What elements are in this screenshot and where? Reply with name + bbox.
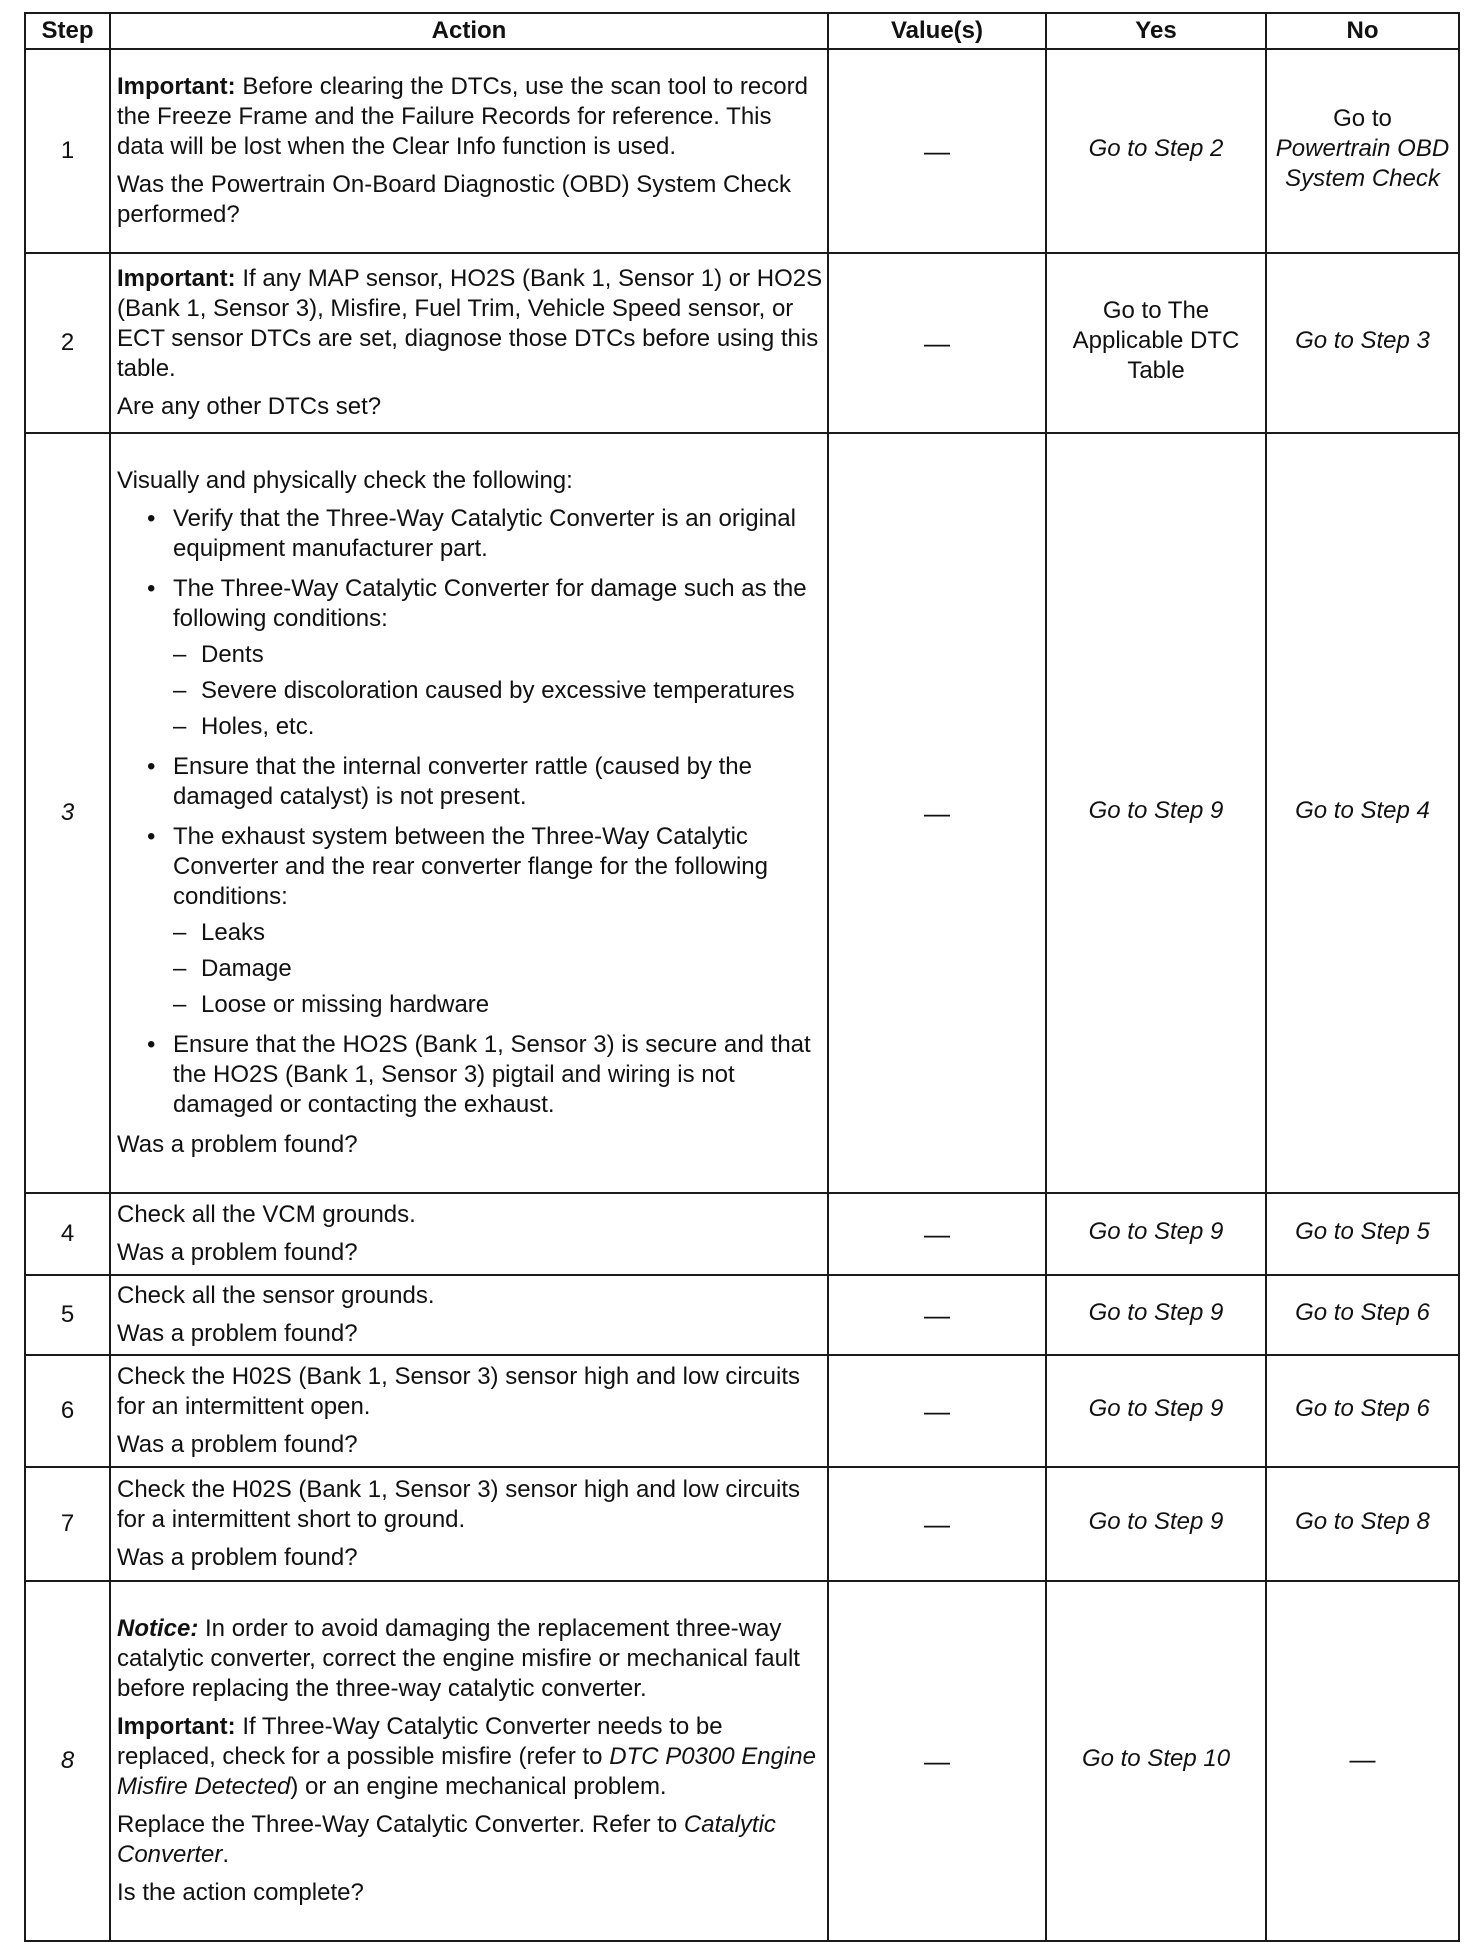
table-row	[25, 1467, 1459, 1581]
no-goto: Go to Step 3	[1295, 327, 1430, 354]
yes-cell	[1046, 433, 1266, 1193]
header-row	[25, 13, 1459, 49]
yes-goto: Go to Step 9	[1088, 1218, 1224, 1245]
instruction-text: Check all the VCM grounds.	[117, 1201, 416, 1228]
value-cell: —	[828, 253, 1046, 433]
yes-cell	[1046, 253, 1266, 433]
question-text: Was the Powertrain On-Board Diagnostic (OBD) System Check performed?	[117, 171, 792, 228]
list-item: • Ensure that the HO2S (Bank 1, Sensor 3) is secure and that the HO2S (Bank 1, Sensor 3) pigtail and wiring is not damaged or contacting the exhaust.	[147, 1030, 823, 1120]
header-values: Value(s)	[828, 13, 1046, 49]
question-text: Was a problem found?	[117, 1239, 358, 1266]
action-cell	[110, 1581, 828, 1941]
no-cell	[1266, 49, 1459, 253]
no-cell	[1266, 1193, 1459, 1275]
no-cell	[1266, 433, 1459, 1193]
question-text: Was a problem found?	[117, 1431, 358, 1458]
instruction-text: Check the H02S (Bank 1, Sensor 3) sensor high and low circuits for an intermittent open.	[117, 1363, 801, 1420]
value-cell: —	[828, 1193, 1046, 1275]
question-text: Was a problem found?	[117, 1320, 358, 1347]
diagnostic-table	[24, 12, 1460, 1942]
table-row	[25, 1355, 1459, 1467]
action-cell	[110, 49, 828, 253]
instruction-text: Check all the sensor grounds.	[117, 1282, 435, 1309]
no-cell	[1266, 1275, 1459, 1355]
yes-goto: Go to Step 10	[1081, 1745, 1231, 1772]
no-goto: Go to Step 5	[1295, 1218, 1430, 1245]
important-note	[117, 72, 823, 162]
check-list	[117, 504, 823, 1120]
question-text: Are any other DTCs set?	[117, 393, 382, 420]
value-cell: —	[828, 1581, 1046, 1941]
no-goto: Go to Step 8	[1295, 1508, 1430, 1535]
list-item	[147, 822, 823, 1020]
action-cell	[110, 1275, 828, 1355]
diagnostic-table-sheet	[24, 12, 1458, 1938]
question-text: Was a problem found?	[117, 1544, 358, 1571]
no-goto: Go to Step 6	[1295, 1395, 1430, 1422]
table-row	[25, 1581, 1459, 1941]
sub-list-item: – Damage	[173, 954, 823, 984]
table-row	[25, 1193, 1459, 1275]
important-label: Important:	[117, 1713, 236, 1740]
step-number: 5	[25, 1275, 110, 1355]
header-no: No	[1266, 13, 1459, 49]
no-cell	[1266, 1581, 1459, 1941]
sub-list-item: – Leaks	[173, 918, 823, 948]
question-text: Was a problem found?	[117, 1131, 358, 1158]
table-row	[25, 253, 1459, 433]
sentence-end: .	[222, 1841, 230, 1868]
yes-goto: Go to Step 2	[1088, 135, 1224, 162]
yes-goto: Go to Step 9	[1088, 1299, 1224, 1326]
list-item: • Verify that the Three-Way Catalytic Converter is an original equipment manufacturer part.	[147, 504, 823, 564]
step-number: 4	[25, 1193, 110, 1275]
yes-cell	[1046, 1467, 1266, 1581]
note-text: Before clearing the DTCs, use the scan tool to record the Freeze Frame and the Failure Records for reference. This data will be lost when the Clear Info function is used.	[117, 73, 808, 160]
list-item	[147, 574, 823, 742]
notice-label: Notice:	[117, 1615, 199, 1642]
yes-goto: Go to Step 9	[1088, 797, 1224, 824]
note-text: If Three-Way Catalytic Converter needs to be replaced, check for a possible misfire (refer to	[117, 1713, 723, 1770]
no-cell	[1266, 1467, 1459, 1581]
action-cell	[110, 1193, 828, 1275]
important-label: Important:	[117, 73, 236, 100]
step-number: 2	[25, 253, 110, 433]
list-item-text: The exhaust system between the Three-Way Catalytic Converter and the rear converter flange for the following conditions:	[173, 823, 768, 910]
converter-reference: Catalytic Converter	[117, 1811, 776, 1868]
step-number: 1	[25, 49, 110, 253]
condition-list	[173, 640, 823, 742]
table-row	[25, 1275, 1459, 1355]
dtc-reference: DTC P0300 Engine Misfire Detected	[117, 1743, 816, 1800]
no-goto-prefix: Go to	[1333, 105, 1392, 132]
no-goto: —	[1349, 1744, 1376, 1774]
note-text: ) or an engine mechanical problem.	[290, 1773, 667, 1800]
yes-cell	[1046, 1193, 1266, 1275]
sub-list-item: – Dents	[173, 640, 823, 670]
list-item-text: The Three-Way Catalytic Converter for damage such as the following conditions:	[173, 575, 807, 632]
action-cell	[110, 253, 828, 433]
question-text: Is the action complete?	[117, 1879, 364, 1906]
important-label: Important:	[117, 265, 236, 292]
yes-cell	[1046, 1581, 1266, 1941]
yes-goto: Go to The Applicable DTC Table	[1072, 297, 1240, 384]
replace-instruction	[117, 1810, 823, 1870]
instruction-text: Replace the Three-Way Catalytic Converter. Refer to	[117, 1811, 684, 1838]
value-cell: —	[828, 1467, 1046, 1581]
note-text: If any MAP sensor, HO2S (Bank 1, Sensor 1) or HO2S (Bank 1, Sensor 3), Misfire, Fuel Trim, Vehicle Speed sensor, or ECT sensor DTCs are set, diagnose those DTCs before using this table.	[117, 265, 823, 382]
step-number: 7	[25, 1467, 110, 1581]
step-number: 6	[25, 1355, 110, 1467]
yes-goto: Go to Step 9	[1088, 1395, 1224, 1422]
value-cell: —	[828, 433, 1046, 1193]
yes-goto: Go to Step 9	[1088, 1508, 1224, 1535]
list-item: • Ensure that the internal converter rattle (caused by the damaged catalyst) is not present.	[147, 752, 823, 812]
no-goto: Go to Step 6	[1295, 1299, 1430, 1326]
sub-list-item: – Holes, etc.	[173, 712, 823, 742]
no-goto-link: Powertrain OBD System Check	[1275, 135, 1450, 192]
instruction-intro: Visually and physically check the following:	[117, 467, 573, 494]
value-cell: —	[828, 1275, 1046, 1355]
step-number: 3	[25, 433, 110, 1193]
sub-list-item: – Severe discoloration caused by excessive temperatures	[173, 676, 823, 706]
action-cell	[110, 433, 828, 1193]
value-cell: —	[828, 1355, 1046, 1467]
value-cell: —	[828, 49, 1046, 253]
important-note	[117, 1712, 823, 1802]
notice-text: In order to avoid damaging the replacement three-way catalytic converter, correct the engine misfire or mechanical fault before replacing the three-way catalytic converter.	[117, 1615, 800, 1702]
no-cell	[1266, 253, 1459, 433]
sub-list-item: – Loose or missing hardware	[173, 990, 823, 1020]
important-note	[117, 264, 823, 384]
header-yes: Yes	[1046, 13, 1266, 49]
instruction-text: Check the H02S (Bank 1, Sensor 3) sensor high and low circuits for a intermittent short to ground.	[117, 1476, 801, 1533]
header-step: Step	[25, 13, 110, 49]
yes-cell	[1046, 1355, 1266, 1467]
step-number: 8	[25, 1581, 110, 1941]
table-row	[25, 49, 1459, 253]
header-action: Action	[110, 13, 828, 49]
table-row	[25, 433, 1459, 1193]
yes-cell	[1046, 1275, 1266, 1355]
action-cell	[110, 1467, 828, 1581]
condition-list	[173, 918, 823, 1020]
action-cell	[110, 1355, 828, 1467]
yes-cell	[1046, 49, 1266, 253]
notice-note	[117, 1614, 823, 1704]
no-cell	[1266, 1355, 1459, 1467]
no-goto: Go to Step 4	[1295, 797, 1430, 824]
